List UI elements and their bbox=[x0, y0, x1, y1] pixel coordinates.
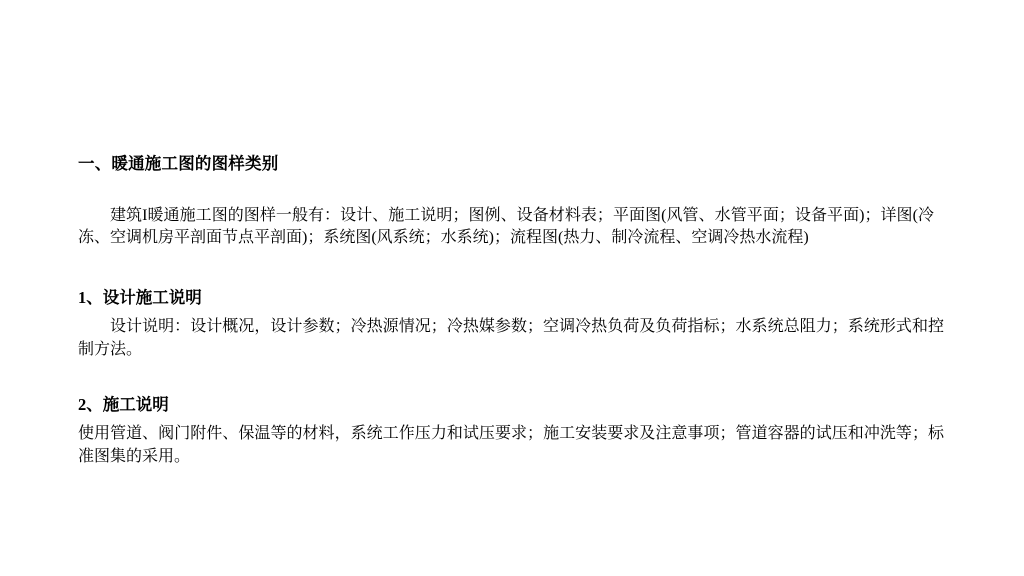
intro-paragraph: 建筑I暖通施工图的图样一般有：设计、施工说明；图例、设备材料表；平面图(风管、水管平面；设备平面)；详图(冷冻、空调机房平剖面节点平剖面)；系统图(风系统；水系统)；流程图(热力、制冷流程、空调冷热水流程) bbox=[78, 206, 934, 247]
slide-content bbox=[78, 152, 958, 468]
section-1-heading: 1、设计施工说明 bbox=[78, 288, 202, 308]
section-2-body: 使用管道、阀门附件、保温等的材料，系统工作压力和试压要求；施工安装要求及注意事项；管道容器的试压和冲洗等；标准图集的采用。 bbox=[78, 424, 944, 465]
section-2 bbox=[78, 393, 958, 468]
section-1 bbox=[78, 286, 958, 361]
section-2-heading: 2、施工说明 bbox=[78, 395, 169, 414]
slide-title: 一、暖通施工图的图样类别 bbox=[78, 154, 279, 173]
section-1-body: 设计说明：设计概况，设计参数；冷热源情况；冷热媒参数；空调冷热负荷及负荷指标；水系统总阻力；系统形式和控制方法。 bbox=[78, 317, 944, 358]
